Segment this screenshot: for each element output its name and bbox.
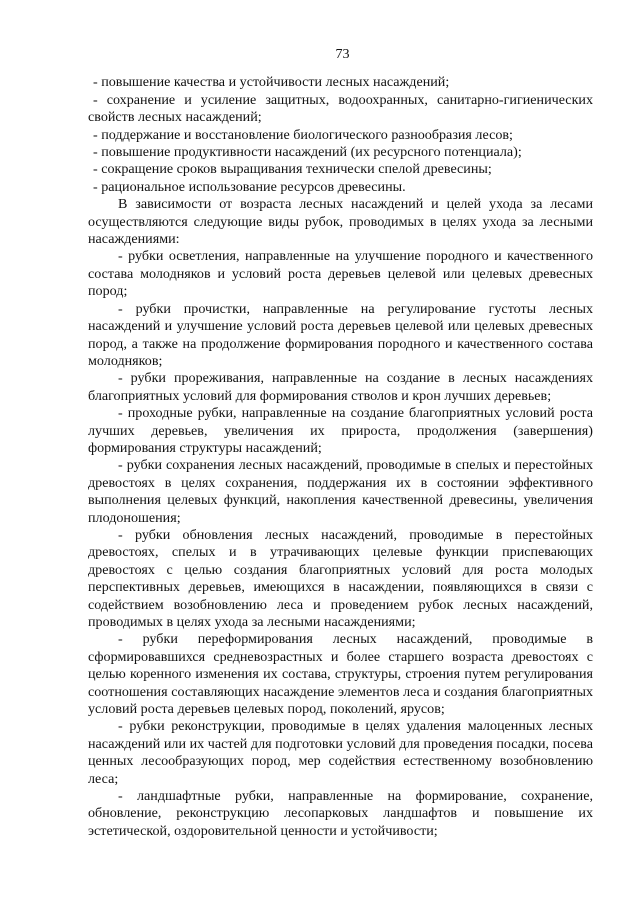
paragraph-goal-protective: - сохранение и усиление защитных, водоохранных, санитарно-гигиенических свойств лесных насаждений; bbox=[88, 91, 593, 126]
paragraph-cutting-passage: - проходные рубки, направленные на создание благоприятных условий роста лучших деревьев, увеличения их прироста, продолжения (завершения) формирования структуры насаждений; bbox=[88, 405, 593, 456]
paragraph-goal-timing: - сокращение сроков выращивания технически спелой древесины; bbox=[93, 161, 492, 178]
paragraph-cutting-clarification: - рубки осветления, направленные на улучшение породного и качественного состава молодняков и условий роста деревьев целевой или целевых древесных пород; bbox=[88, 248, 593, 300]
paragraph-goal-quality: - повышение качества и устойчивости лесных насаждений; bbox=[93, 74, 450, 91]
paragraph-cutting-reconstruction: - рубки реконструкции, проводимые в целях удаления малоценных лесных насаждений или их частей для подготовки условий для проведения посадки, посева ценных лесообразующих пород, мер содействия естественному возобновлению леса; bbox=[88, 718, 593, 787]
paragraph-cutting-preservation: - рубки сохранения лесных насаждений, проводимые в спелых и перестойных древостоях в целях сохранения, поддержания их в состоянии эффективного выполнения целевых функций, накопления качественной древесины, увеличения плодоношения; bbox=[88, 457, 593, 526]
paragraph-goal-productivity: - повышение продуктивности насаждений (их ресурсного потенциала); bbox=[93, 144, 522, 161]
page-number: 73 bbox=[335, 46, 350, 62]
paragraph-cutting-cleaning: - рубки прочистки, направленные на регулирование густоты лесных насаждений и улучшение условий роста деревьев целевой или целевых древесных пород, а также на продолжение формирования породного и качественного состава молодняков; bbox=[88, 300, 593, 369]
paragraph-cutting-reformation: - рубки переформирования лесных насаждений, проводимые в сформировавшихся средневозрастных и более старшего возраста древостоях с целью коренного изменения их состава, структуры, строения путем регулирования соотношения составляющих насаждение элементов леса и создания благоприятных условий роста деревьев целевых пород, поколений, ярусов; bbox=[88, 631, 593, 718]
paragraph-cutting-landscape: - ландшафтные рубки, направленные на формирование, сохранение, обновление, реконструкцию лесопарковых ландшафтов и повышение их эстетической, оздоровительной ценности и устойчивости; bbox=[88, 788, 593, 839]
paragraph-goal-biodiversity: - поддержание и восстановление биологического разнообразия лесов; bbox=[93, 126, 513, 143]
paragraph-goal-resources: - рациональное использование ресурсов древесины. bbox=[93, 178, 406, 195]
paragraph-cutting-thinning: - рубки прореживания, направленные на создание в лесных насаждениях благоприятных условий для формирования стволов и крон лучших деревьев; bbox=[88, 370, 593, 404]
paragraph-intro-cutting-types: В зависимости от возраста лесных насаждений и целей ухода за лесами осуществляются следующие виды рубок, проводимых в целях ухода за лесными насаждениями: bbox=[88, 196, 593, 248]
paragraph-cutting-renewal: - рубки обновления лесных насаждений, проводимые в перестойных древостоях, спелых и в утрачивающих целевые функции приспевающих древостоях с целью создания благоприятных условий для роста молодых перспективных деревьев, имеющихся в насаждении, появляющихся в связи с содействием возобновлению леса и проведением рубок лесных насаждений, проводимых в целях ухода за лесными насаждениями; bbox=[88, 526, 593, 630]
